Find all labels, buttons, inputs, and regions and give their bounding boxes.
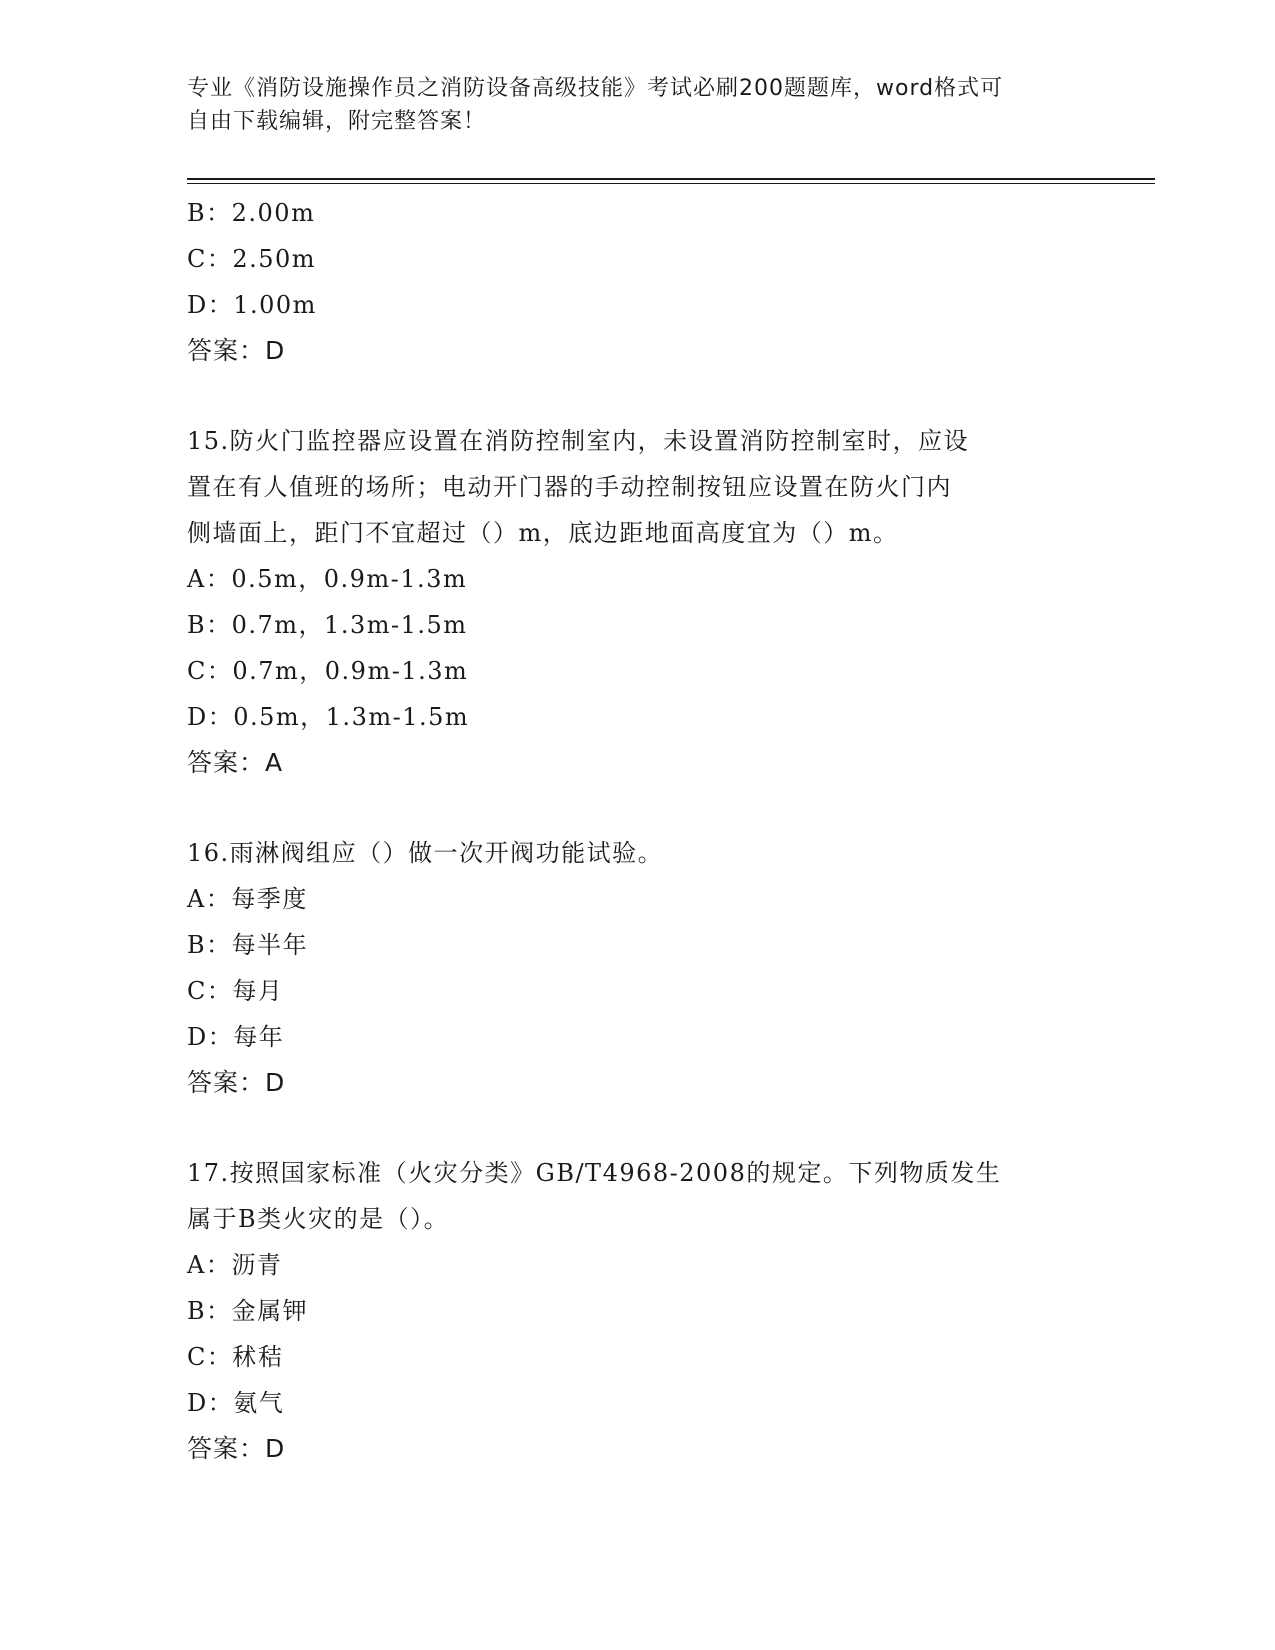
question-stem-line: 侧墙面上，距门不宜超过（）m，底边距地面高度宜为（）m。 (187, 519, 899, 547)
document-header (187, 72, 1087, 138)
option-b: B：2.00m (187, 199, 316, 227)
question-list (187, 190, 1087, 1472)
question-stem-line: 17.按照国家标准（火灾分类》GB/T4968-2008的规定。下列物质发生 (187, 1159, 1002, 1187)
answer: 答案：D (187, 336, 286, 365)
option-c: C：2.50m (187, 245, 317, 273)
question-stem-line: 15.防火门监控器应设置在消防控制室内，未设置消防控制室时，应设 (187, 427, 970, 455)
question-stem-line: 置在有人值班的场所；电动开门器的手动控制按钮应设置在防火门内 (187, 473, 952, 501)
option-d: D：每年 (187, 1023, 285, 1051)
option-b: B：每半年 (187, 931, 309, 959)
question-stem-line: 属于B类火灾的是（）。 (187, 1205, 450, 1233)
answer: 答案：A (187, 748, 284, 777)
header-line-1: 专业《消防设施操作员之消防设备高级技能》考试必刷200题题库，word格式可 (187, 76, 1004, 101)
option-c: C：0.7m，0.9m-1.3m (187, 657, 469, 685)
option-d: D：1.00m (187, 291, 317, 319)
option-d: D：0.5m，1.3m-1.5m (187, 703, 470, 731)
option-a: A：每季度 (187, 885, 308, 913)
option-c: C：每月 (187, 977, 284, 1005)
header-line-2: 自由下载编辑，附完整答案！ (187, 109, 487, 134)
answer: 答案：D (187, 1068, 286, 1097)
question-14-continued (187, 190, 1087, 374)
option-b: B：金属钾 (187, 1297, 309, 1325)
option-d: D：氨气 (187, 1389, 285, 1417)
question-stem-line: 16.雨淋阀组应（）做一次开阀功能试验。 (187, 839, 664, 867)
answer: 答案：D (187, 1434, 286, 1463)
question-15 (187, 418, 1087, 786)
question-17 (187, 1150, 1087, 1472)
header-divider (187, 178, 1155, 180)
option-b: B：0.7m，1.3m-1.5m (187, 611, 468, 639)
option-a: A：0.5m，0.9m-1.3m (187, 565, 468, 593)
question-16 (187, 830, 1087, 1106)
option-a: A：沥青 (187, 1251, 283, 1279)
option-c: C：秫秸 (187, 1343, 284, 1371)
header-divider-thin (187, 183, 1155, 184)
